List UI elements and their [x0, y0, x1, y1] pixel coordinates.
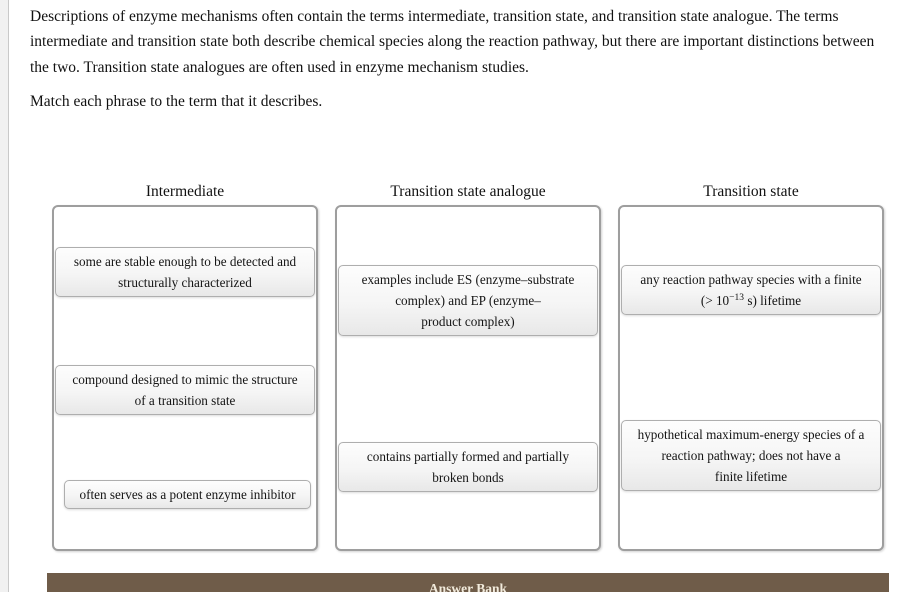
intro-paragraph: Descriptions of enzyme mechanisms often contain the terms intermediate, transition state, and transition state analogue. The terms intermediate and transition state both describe chemical species along the reaction pathway, but there are important distinctions between the two. Transition state analogues are often used in enzyme mechanism studies. [30, 8, 875, 76]
phrase-card-mimic-structure[interactable] [55, 365, 315, 415]
phrase-card-enzyme-inhibitor[interactable] [64, 480, 311, 509]
phrase-card-stable-detected[interactable] [55, 247, 315, 297]
phrase-card-line: often serves as a potent enzyme inhibitor [79, 487, 296, 502]
column-label-intermediate: Intermediate [145, 183, 225, 200]
phrase-card-line: of a transition state [134, 393, 236, 408]
phrase-card-line: some are stable enough to be detected and [73, 254, 297, 269]
phrase-card-line: contains partially formed and partially [366, 449, 570, 464]
phrase-card-finite-lifetime[interactable] [621, 265, 881, 315]
drop-zone-transition-state-analogue[interactable] [335, 205, 601, 551]
column-label-transition-state: Transition state [703, 183, 799, 200]
drop-zone-transition-state[interactable] [618, 205, 884, 551]
phrase-card-es-ep-examples[interactable] [338, 265, 598, 336]
answer-bank-bar[interactable] [47, 573, 889, 592]
phrase-card-partial-bonds[interactable] [338, 442, 598, 492]
phrase-card-line: compound designed to mimic the structure [72, 372, 298, 387]
column-label-transition-state-analogue: Transition state analogue [390, 183, 546, 200]
phrase-card-line: complex) and EP (enzyme– [395, 293, 541, 308]
drop-zone-intermediate[interactable] [52, 205, 318, 551]
phrase-card-line: reaction pathway; does not have a [661, 448, 841, 463]
math-superscript: −13 [729, 293, 745, 303]
phrase-card-line: examples include ES (enzyme–substrate [361, 272, 575, 287]
phrase-card-hypothetical-max-energy[interactable] [621, 420, 881, 491]
math-suffix: s) lifetime [744, 293, 802, 308]
phrase-card-line [628, 290, 874, 311]
phrase-card-line: finite lifetime [714, 469, 788, 484]
phrase-card-line: product complex) [421, 314, 515, 329]
phrase-card-line: any reaction pathway species with a finite [640, 272, 862, 287]
answer-bank-label: Answer Bank [428, 581, 508, 592]
phrase-card-line: structurally characterized [118, 275, 252, 290]
left-rail [0, 0, 9, 592]
phrase-card-line: broken bonds [432, 470, 504, 485]
math-prefix: (> 10 [700, 293, 730, 308]
phrase-card-line: hypothetical maximum-energy species of a [637, 427, 865, 442]
instruction-text: Match each phrase to the term that it describes. [30, 93, 323, 110]
